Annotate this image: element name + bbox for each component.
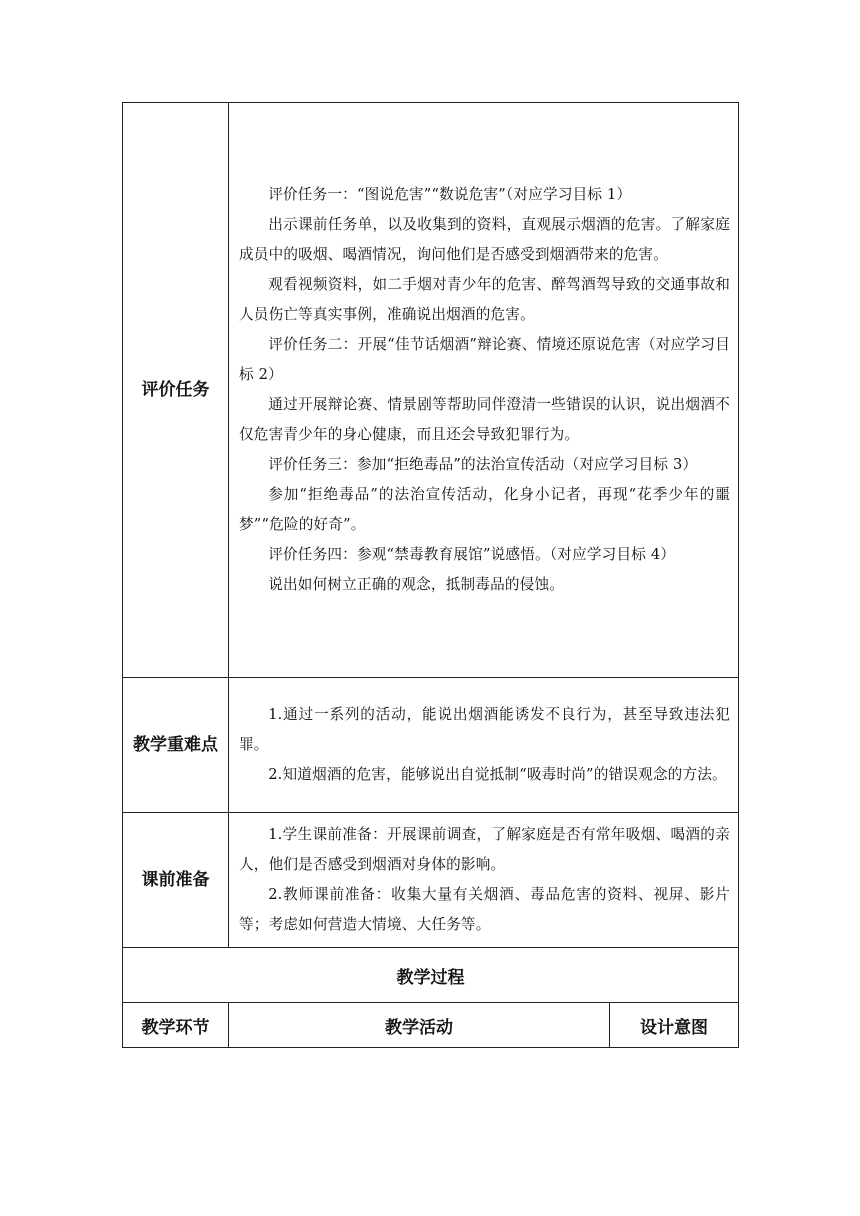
evaluation-task-1-desc-a: 出示课前任务单，以及收集到的资料，直观展示烟酒的危害。了解家庭成员中的吸烟、喝酒情况，询问他们是否感受到烟酒带来的危害。: [239, 216, 731, 263]
evaluation-label: 评价任务: [123, 103, 229, 678]
key-points-content: [229, 678, 739, 813]
evaluation-task-1-desc-b: 观看视频资料，如二手烟对青少年的危害、醉驾酒驾导致的交通事故和人员伤亡等真实事例，准确说出烟酒的危害。: [239, 276, 731, 323]
evaluation-task-4-desc: 说出如何树立正确的观念，抵制毒品的侵蚀。: [268, 576, 565, 593]
process-title-row: [123, 948, 739, 1003]
header-design-intent: 设计意图: [610, 1003, 739, 1048]
key-point-1: 1.通过一系列的活动，能说出烟酒能诱发不良行为，甚至导致违法犯罪。: [239, 706, 731, 753]
header-teaching-stage: 教学环节: [123, 1003, 229, 1048]
key-point-2: 2.知道烟酒的危害，能够说出自觉抵制“吸毒时尚”的错误观念的方法。: [268, 766, 727, 783]
evaluation-task-2-desc: 通过开展辩论赛、情景剧等帮助同伴澄清一些错误的认识，说出烟酒不仅危害青少年的身心健康，而且还会导致犯罪行为。: [239, 396, 731, 443]
preparation-student: 1.学生课前准备：开展课前调查，了解家庭是否有常年吸烟、喝酒的亲人，他们是否感受到烟酒对身体的影响。: [239, 826, 731, 873]
lesson-plan-table: [122, 102, 739, 1048]
evaluation-task-2-title: 评价任务二：开展“佳节话烟酒”辩论赛、情境还原说危害（对应学习目标 2）: [239, 336, 731, 383]
preparation-teacher: 2.教师课前准备：收集大量有关烟酒、毒品危害的资料、视屏、影片等；考虑如何营造大情境、大任务等。: [239, 886, 731, 933]
header-teaching-activity: 教学活动: [229, 1003, 610, 1048]
evaluation-row: [123, 103, 739, 678]
evaluation-task-3-title: 评价任务三：参加“拒绝毒品”的法治宣传活动（对应学习目标 3）: [268, 456, 698, 473]
preparation-row: [123, 813, 739, 948]
preparation-label: 课前准备: [123, 813, 229, 948]
process-header-row: [123, 1003, 739, 1048]
process-title: 教学过程: [123, 948, 739, 1003]
evaluation-task-3-desc: 参加“拒绝毒品”的法治宣传活动，化身小记者，再现“花季少年的噩梦”“危险的好奇”。: [239, 486, 731, 533]
preparation-content: [229, 813, 739, 948]
key-points-row: [123, 678, 739, 813]
evaluation-task-4-title: 评价任务四：参观“禁毒教育展馆”说感悟。（对应学习目标 4）: [268, 546, 676, 563]
evaluation-content: [229, 103, 739, 678]
evaluation-task-1-title: 评价任务一：“图说危害”“数说危害”（对应学习目标 1）: [268, 186, 632, 203]
key-points-label: 教学重难点: [123, 678, 229, 813]
